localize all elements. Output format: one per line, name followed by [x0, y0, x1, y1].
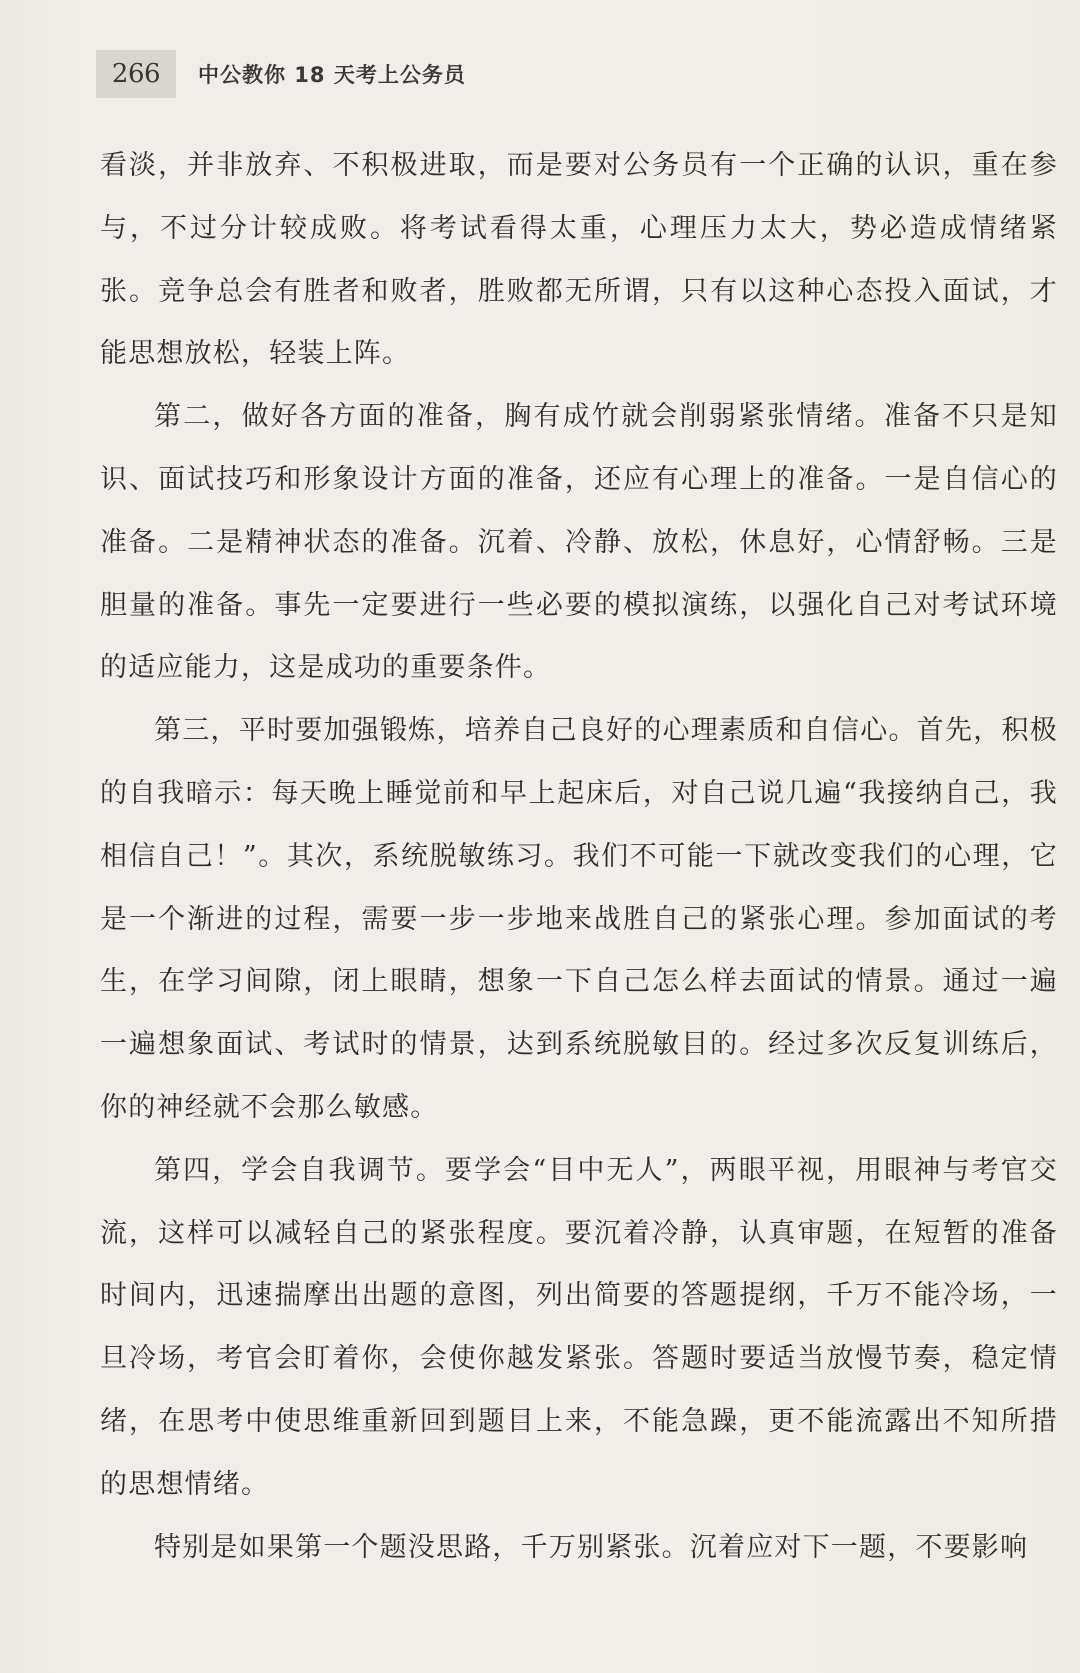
paragraph-continued: 看淡，并非放弃、不积极进取，而是要对公务员有一个正确的认识，重在参与，不过分计较成败。将考试看得太重，心理压力太大，势必造成情绪紧张。竞争总会有胜者和败者，胜败都无所谓，只有以这种心态投入面试，才能思想放松，轻装上阵。 [100, 150, 1058, 370]
paragraph-second: 第二，做好各方面的准备，胸有成竹就会削弱紧张情绪。准备不只是知识、面试技巧和形象设计方面的准备，还应有心理上的准备。一是自信心的准备。二是精神状态的准备。沉着、冷静、放松，休息好，心情舒畅。三是胆量的准备。事先一定要进行一些必要的模拟演练，以强化自己对考试环境的适应能力，这是成功的重要条件。 [100, 401, 1058, 684]
page-header [96, 50, 466, 98]
paragraph-fourth: 第四，学会自我调节。要学会“目中无人”，两眼平视，用眼神与考官交流，这样可以减轻自己的紧张程度。要沉着冷静，认真审题，在短暂的准备时间内，迅速揣摩出出题的意图，列出简要的答题提纲，千万不能冷场，一旦冷场，考官会盯着你，会使你越发紧张。答题时要适当放慢节奏，稳定情绪，在思考中使思维重新回到题目上来，不能急躁，更不能流露出不知所措的思想情绪。 [100, 1154, 1058, 1500]
paragraph-third: 第三，平时要加强锻炼，培养自己良好的心理素质和自信心。首先，积极的自我暗示：每天晚上睡觉前和早上起床后，对自己说几遍“我接纳自己，我相信自己！”。其次，系统脱敏练习。我们不可能一下就改变我们的心理，它是一个渐进的过程，需要一步一步地来战胜自己的紧张心理。参加面试的考生，在学习间隙，闭上眼睛，想象一下自己怎么样去面试的情景。通过一遍一遍想象面试、考试时的情景，达到系统脱敏目的。经过多次反复训练后，你的神经就不会那么敏感。 [100, 715, 1058, 1123]
running-title: 中公教你 18 天考上公务员 [198, 63, 466, 87]
page-number: 266 [96, 50, 176, 98]
paragraph-special: 特别是如果第一个题没思路，千万别紧张。沉着应对下一题，不要影响 [154, 1531, 1029, 1563]
body-text [100, 135, 1058, 1579]
